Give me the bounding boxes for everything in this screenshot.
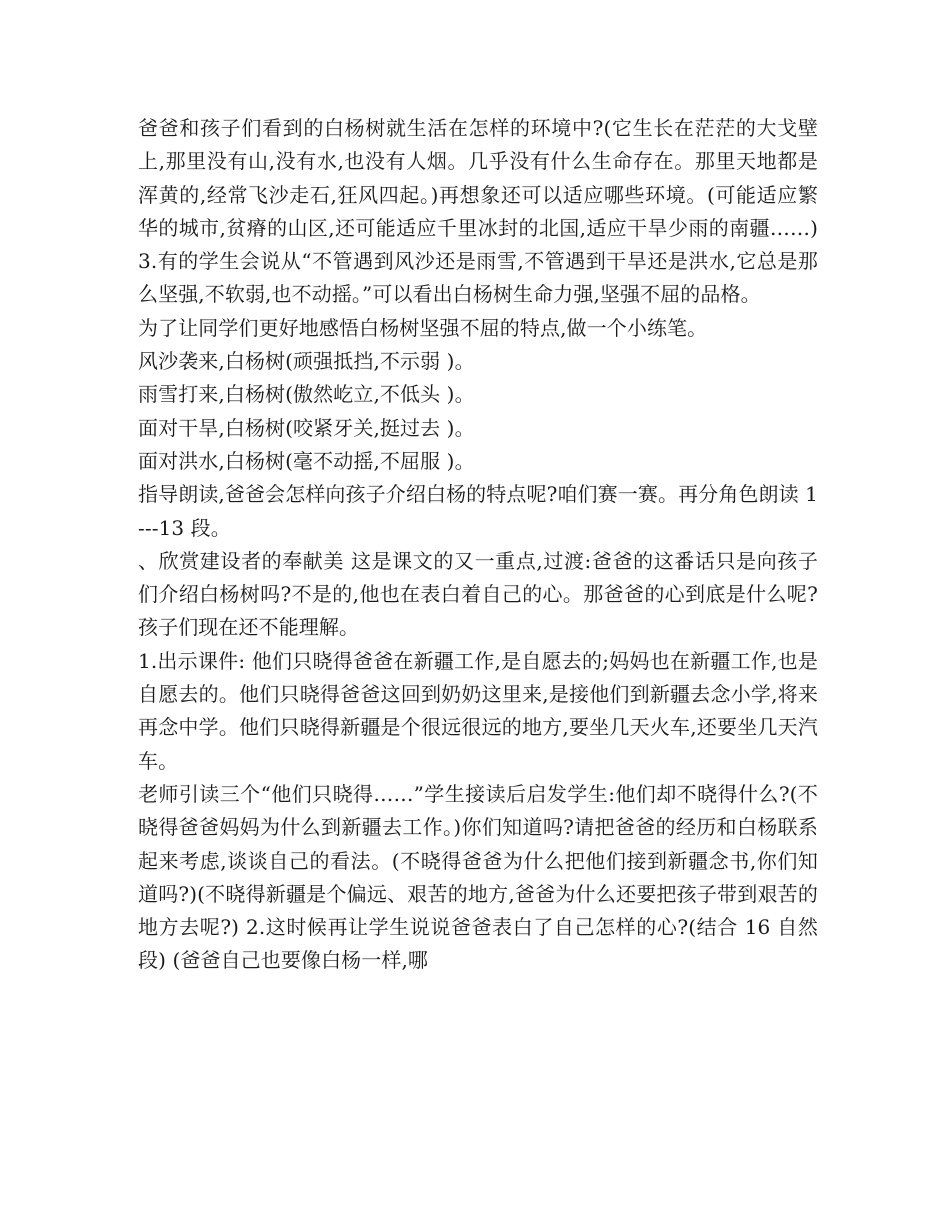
paragraph-environment: 爸爸和孩子们看到的白杨树就生活在怎样的环境中?(它生长在茫茫的大戈壁上,那里没有山,没有水,也没有人烟。几乎没有什么生命存在。那里天地都是浑黄的,经常飞沙走石,狂风四起。)再想象还可以适应哪些环境。(可能适应繁华的城市,贫瘠的山区,还可能适应千里冰封的北国,适应干旱少雨的南疆……) 3.有的学生会说从“不管遇到风沙还是雨雪,不管遇到干旱还是洪水,它总是那么坚强,不软弱,也不动摇。”可以看出白杨树生命力强,坚强不屈的品格。 bbox=[138, 116, 818, 307]
paragraph-courseware: 1.出示课件: 他们只晓得爸爸在新疆工作,是自愿去的;妈妈也在新疆工作,也是自愿去的。他们只晓得爸爸这回到奶奶这里来,是接他们到新疆去念小学,将来再念中学。他们只晓得新疆是个很远很远的地方,要坐几天火车,还要坐几天汽车。 bbox=[138, 648, 818, 773]
document-body bbox=[138, 112, 818, 978]
paragraph-reading-guidance: 指导朗读,爸爸会怎样向孩子介绍白杨的特点呢?咱们赛一赛。再分角色朗读 1---13 段。 bbox=[138, 482, 818, 540]
paragraph-teacher-guided-reading: 老师引读三个“他们只晓得……”学生接读后启发学生:他们却不晓得什么?(不晓得爸爸妈妈为什么到新疆去工作。)你们知道吗?请把爸爸的经历和白杨联系起来考虑,谈谈自己的看法。(不晓得爸爸为什么把他们接到新疆念书,你们知道吗?)(不晓得新疆是个偏远、艰苦的地方,爸爸为什么还要把孩子带到艰苦的地方去呢?) 2.这时候再让学生说说爸爸表白了自己怎样的心?(结合 16 自然段) (爸爸自己也要像白杨一样,哪 bbox=[138, 781, 818, 973]
paragraph-practice-sandstorm: 风沙袭来,白杨树(顽强抵挡,不示弱 )。 bbox=[138, 349, 475, 374]
paragraph-practice-intro: 为了让同学们更好地感悟白杨树坚强不屈的特点,做一个小练笔。 bbox=[138, 315, 708, 340]
paragraph-practice-rain-snow: 雨雪打来,白杨树(傲然屹立,不低头 )。 bbox=[138, 382, 475, 407]
paragraph-practice-flood: 面对洪水,白杨树(毫不动摇,不屈服 )。 bbox=[138, 448, 475, 473]
paragraph-practice-drought: 面对干旱,白杨树(咬紧牙关,挺过去 )。 bbox=[138, 415, 475, 440]
paragraph-builders-dedication: 、欣赏建设者的奉献美 这是课文的又一重点,过渡:爸爸的这番话只是向孩子们介绍白杨树吗?不是的,他也在表白着自己的心。那爸爸的心到底是什么呢?孩子们现在还不能理解。 bbox=[138, 548, 818, 640]
